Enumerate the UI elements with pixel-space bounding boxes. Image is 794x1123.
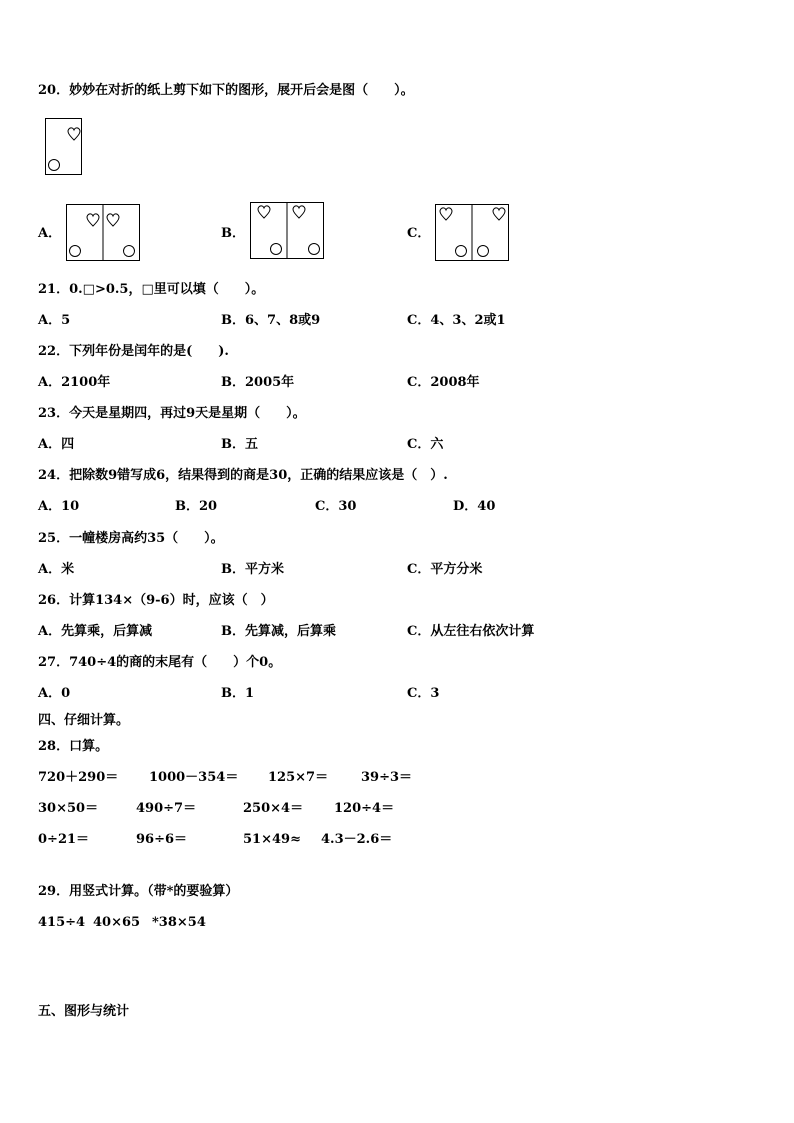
q25-option-a[interactable]: A．米 <box>38 562 75 577</box>
mental-calc-item: 720＋290＝ <box>38 770 119 785</box>
question-26: 26．计算134×（9-6）时，应该（ ） <box>38 593 274 608</box>
q26-option-c[interactable]: C．从左往右依次计算 <box>407 624 535 639</box>
q23-option-b[interactable]: B．五 <box>221 437 258 452</box>
question-21: 21．0.□>0.5，□里可以填（ ）。 <box>38 282 265 297</box>
mental-calc-item: 39÷3＝ <box>361 770 413 785</box>
q27-option-a[interactable]: A．0 <box>38 686 71 701</box>
mental-calc-item: 96÷6＝ <box>136 832 188 847</box>
mental-calc-item: 0÷21＝ <box>38 832 90 847</box>
q20-option-b-figure[interactable] <box>250 202 325 260</box>
vertical-calc-item: 40×65 <box>93 915 141 930</box>
mental-calc-item: 4.3－2.6＝ <box>321 832 393 847</box>
q24-option-b[interactable]: B．20 <box>175 499 218 514</box>
section-4-heading: 四、仔细计算。 <box>38 713 130 728</box>
folded-paper-figure <box>45 118 83 176</box>
q21-option-a[interactable]: A．5 <box>38 313 71 328</box>
q21-option-b[interactable]: B．6、7、8或9 <box>221 313 321 328</box>
q20-option-a[interactable]: A． <box>38 226 62 241</box>
q22-option-c[interactable]: C．2008年 <box>407 375 480 390</box>
q26-option-b[interactable]: B．先算减，后算乘 <box>221 624 336 639</box>
circle-icon <box>49 160 60 171</box>
mental-calc-item: 51×49≈ <box>243 832 301 847</box>
question-27: 27．740÷4的商的末尾有（ ）个0。 <box>38 655 282 670</box>
q26-option-a[interactable]: A．先算乘，后算减 <box>38 624 153 639</box>
question-25: 25．一幢楼房高约35（ ）。 <box>38 531 224 546</box>
q22-option-a[interactable]: A．2100年 <box>38 375 111 390</box>
question-29: 29．用竖式计算。（带*的要验算） <box>38 884 239 899</box>
q25-option-b[interactable]: B．平方米 <box>221 562 284 577</box>
q27-option-c[interactable]: C．3 <box>407 686 440 701</box>
question-24: 24．把除数9错写成6，结果得到的商是30，正确的结果应该是（ ）. <box>38 468 448 483</box>
vertical-calc-item: *38×54 <box>152 915 206 930</box>
q24-option-a[interactable]: A．10 <box>38 499 80 514</box>
vertical-calc-item: 415÷4 <box>38 915 86 930</box>
question-23: 23．今天是星期四，再过9天是星期（ ）。 <box>38 406 306 421</box>
q24-option-c[interactable]: C．30 <box>315 499 357 514</box>
q20-option-a-figure[interactable] <box>66 204 141 262</box>
heart-icon <box>68 128 80 140</box>
q20-option-c-figure[interactable] <box>435 204 510 262</box>
section-5-heading: 五、图形与统计 <box>38 1004 130 1019</box>
q22-option-b[interactable]: B．2005年 <box>221 375 295 390</box>
mental-calc-item: 120÷4＝ <box>334 801 395 816</box>
mental-calc-item: 1000－354＝ <box>149 770 239 785</box>
q23-option-c[interactable]: C．六 <box>407 437 444 452</box>
question-28: 28．口算。 <box>38 739 109 754</box>
q24-option-d[interactable]: D．40 <box>453 499 496 514</box>
q23-option-a[interactable]: A．四 <box>38 437 75 452</box>
q21-option-c[interactable]: C．4、3、2或1 <box>407 313 506 328</box>
q27-option-b[interactable]: B．1 <box>221 686 255 701</box>
mental-calc-item: 125×7＝ <box>268 770 329 785</box>
q25-option-c[interactable]: C．平方分米 <box>407 562 483 577</box>
mental-calc-item: 250×4＝ <box>243 801 304 816</box>
question-20: 20．妙妙在对折的纸上剪下如下的图形，展开后会是图（ ）。 <box>38 83 414 98</box>
q20-option-b[interactable]: B． <box>221 226 245 241</box>
mental-calc-item: 490÷7＝ <box>136 801 197 816</box>
question-22: 22．下列年份是闰年的是( ). <box>38 344 229 359</box>
q20-option-c[interactable]: C． <box>407 226 431 241</box>
mental-calc-item: 30×50＝ <box>38 801 99 816</box>
